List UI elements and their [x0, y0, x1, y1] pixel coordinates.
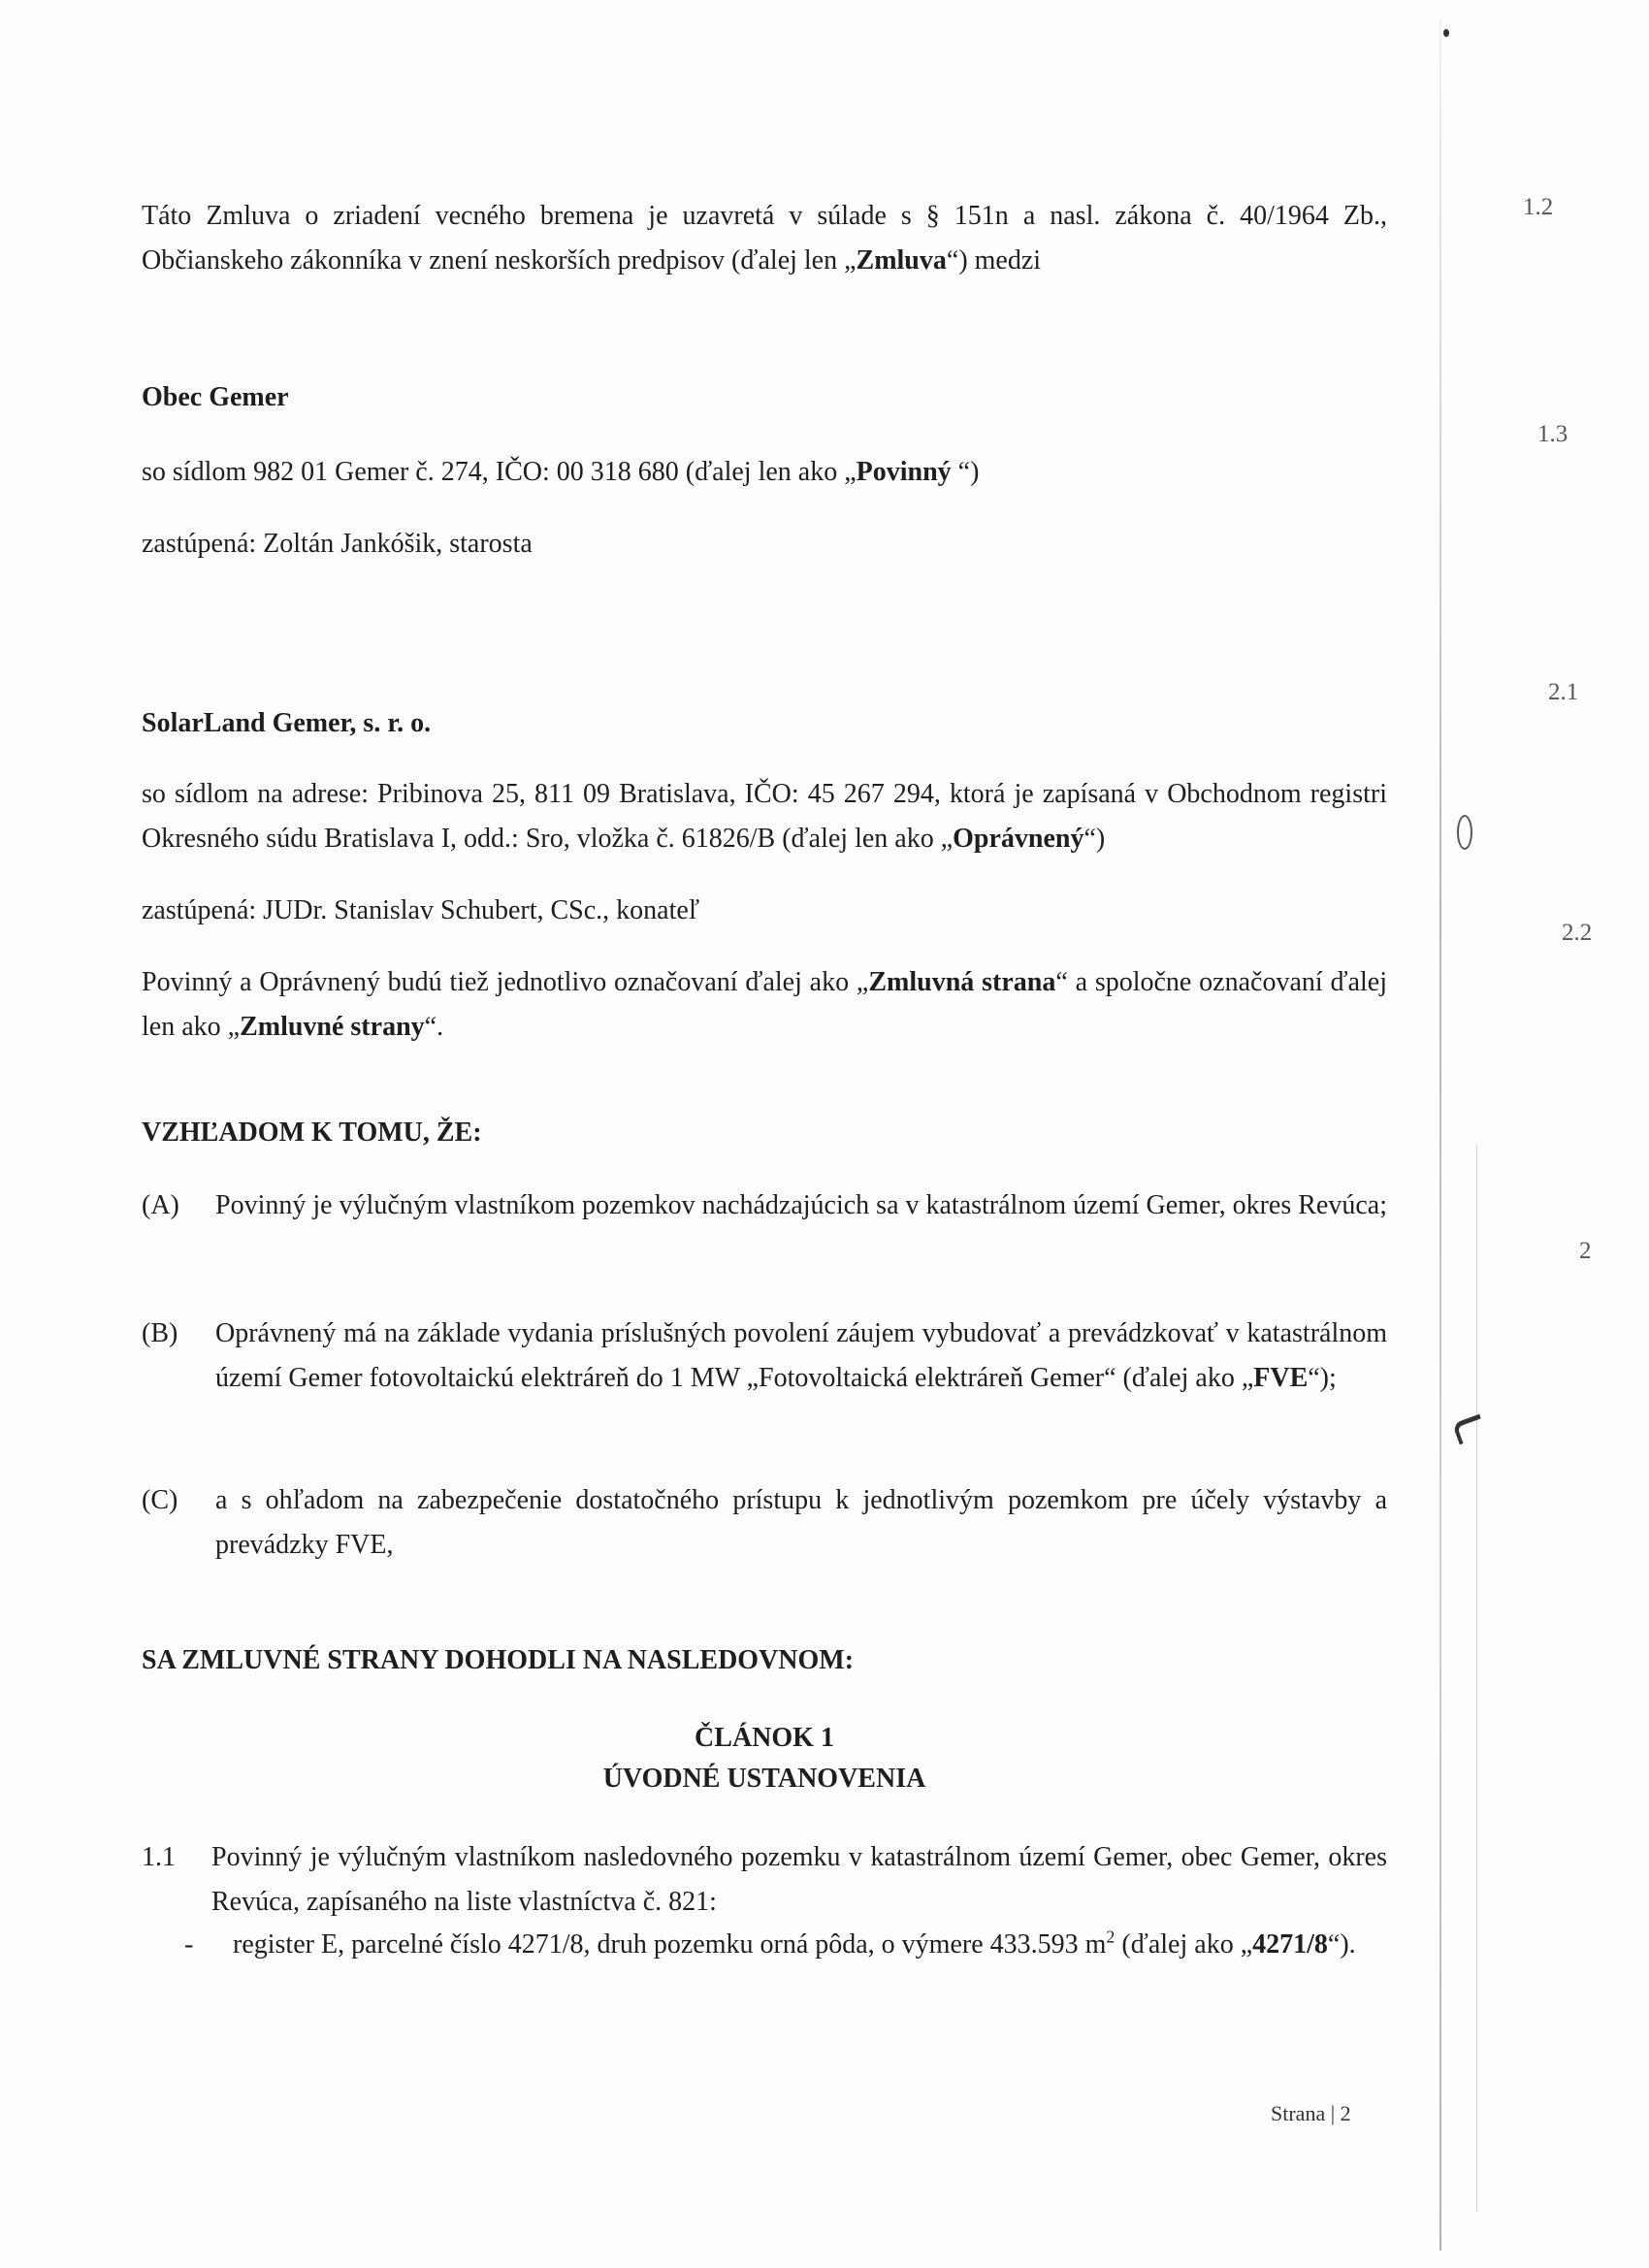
whereas-label: (B) — [142, 1318, 178, 1348]
party2-seat: so sídlom na adrese: Pribinova 25, 811 09 Bratislava, IČO: 45 267 294, ktorá je zapísaná v Obchodnom registri Okresného súdu Bratislava I, odd.: Sro, vložka č. 61826/B (ďalej len ako „Oprávnený“) — [142, 779, 1387, 854]
whereas-label: (A) — [142, 1190, 179, 1220]
binder-hole-mark — [1457, 815, 1472, 850]
section-number: 1.1 — [142, 1842, 176, 1872]
staple-mark — [1452, 1414, 1487, 1445]
bullet-dash: - — [184, 1929, 194, 1960]
article-number: ČLÁNOK 1 — [695, 1723, 834, 1753]
margin-number: 2 — [1579, 1238, 1592, 1264]
agreement-heading: SA ZMLUVNÉ STRANY DOHODLI NA NASLEDOVNOM: — [142, 1645, 855, 1675]
parcel-bullet: register E, parcelné číslo 4271/8, druh pozemku orná pôda, o výmere 433.593 $m^2$ (ďalej ako „4271/8“). — [233, 1927, 1356, 1960]
margin-number: 1.2 — [1523, 194, 1554, 220]
whereas-item: a s ohľadom na zabezpečenie dostatočného prístupu k jednotlivým pozemkom pre účely výstavby a prevádzky FVE, — [215, 1485, 1387, 1560]
party1-seat: so sídlom 982 01 Gemer č. 274, IČO: 00 318 680 (ďalej len ako „Povinný “) — [142, 457, 980, 487]
party1-representative: zastúpená: Zoltán Jankóšik, starosta — [142, 529, 533, 559]
whereas-label: (C) — [142, 1485, 178, 1515]
party2-representative: zastúpená: JUDr. Stanislav Schubert, CSc., konateľ — [142, 895, 700, 925]
whereas-heading: VZHĽADOM K TOMU, ŽE: — [142, 1118, 482, 1148]
parties-definition: Povinný a Oprávnený budú tiež jednotlivo označovaní ďalej ako „Zmluvná strana“ a spoločne označovaní ďalej len ako „Zmluvné strany“. — [142, 967, 1387, 1042]
whereas-item: Povinný je výlučným vlastníkom pozemkov nachádzajúcich sa v katastrálnom území Gemer, okres Revúca; — [215, 1190, 1387, 1220]
intro-paragraph: Táto Zmluva o zriadení vecného bremena je uzavretá v súlade s § 151n a nasl. zákona č. 40/1964 Zb., Občianskeho zákonníka v znení neskorších predpisov (ďalej len „Zmluva“) medzi — [142, 201, 1387, 275]
margin-number: 2.1 — [1548, 679, 1579, 705]
whereas-item: Oprávnený má na základe vydania príslušných povolení záujem vybudovať a prevádzkovať v katastrálnom území Gemer fotovoltaickú elektráreň do 1 MW „Fotovoltaická elektráreň Gemer“ (ďalej ako „FVE“); — [215, 1318, 1387, 1393]
article-title: ÚVODNÉ USTANOVENIA — [602, 1764, 926, 1794]
margin-number: 1.3 — [1537, 421, 1568, 447]
party2-name: SolarLand Gemer, s. r. o. — [142, 708, 432, 738]
section-text: Povinný je výlučným vlastníkom nasledovného pozemku v katastrálnom území Gemer, obec Gemer, okres Revúca, zapísaného na liste vlastníctva č. 821: — [211, 1842, 1387, 1917]
scan-edge-line — [1476, 1145, 1477, 2212]
scan-speck — [1443, 29, 1449, 37]
scan-edge-line — [1439, 19, 1441, 2251]
margin-number: 2.2 — [1562, 920, 1593, 946]
party1-name: Obec Gemer — [142, 382, 289, 412]
page-number: Strana | 2 — [1271, 2101, 1351, 2125]
